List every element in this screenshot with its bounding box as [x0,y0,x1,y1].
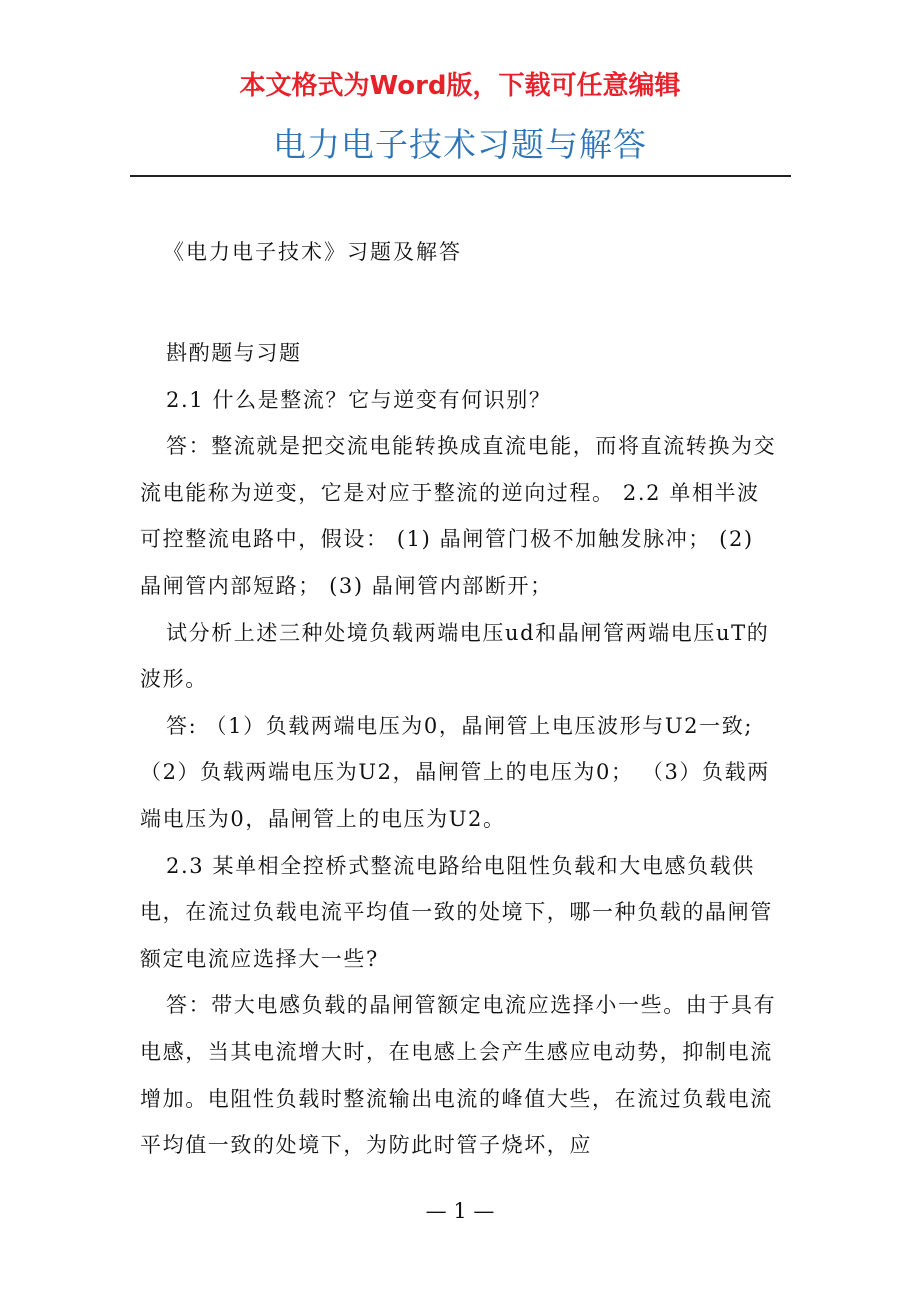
question-paragraph: 2.3 某单相全控桥式整流电路给电阻性负载和大电感负载供电，在流过负载电流平均值一致的处境下，哪一种负载的晶闸管额定电流应选择大一些? [140,853,773,971]
answer-paragraph: 答: （1）负载两端电压为0，晶闸管上电压波形与U2一致; （2）负载两端电压为U2，晶闸管上的电压为0； （3）负载两端电压为0，晶闸管上的电压为U2。 [140,713,770,831]
answer-paragraph: 答：整流就是把交流电能转换成直流电能，而将直流转换为交流电能称为逆变，它是对应于整流的逆向过程。 2.2 单相半波可控整流电路中，假设： (1) 晶闸管门极不加触发脉冲； (2) 晶闸管内部短路； (3) 晶闸管内部断开； [140,434,777,598]
document-body [140,330,782,1169]
title-divider [130,175,791,177]
question-paragraph: 2.1 什么是整流？它与逆变有何识别？ [166,387,552,412]
question-paragraph: 试分析上述三种处境负载两端电压ud和晶闸管两端电压uT的波形。 [140,620,770,692]
page-number: — 1 — [425,1199,495,1223]
page-title: 电力电子技术习题与解答 [273,125,647,164]
document-subtitle: 《电力电子技术》习题及解答 [163,240,462,264]
download-banner: 本文格式为Word版，下载可任意编辑 [239,71,681,101]
section-heading: 斟酌题与习题 [166,341,302,365]
answer-paragraph: 答：带大电感负载的晶闸管额定电流应选择小一些。由于具有电感，当其电流增大时，在电感上会产生感应电动势，抑制电流增加。电阻性负载时整流输出电流的峰值大些，在流过负载电流平均值一致的处境下，为防此时管子烧坏，应 [140,993,777,1158]
